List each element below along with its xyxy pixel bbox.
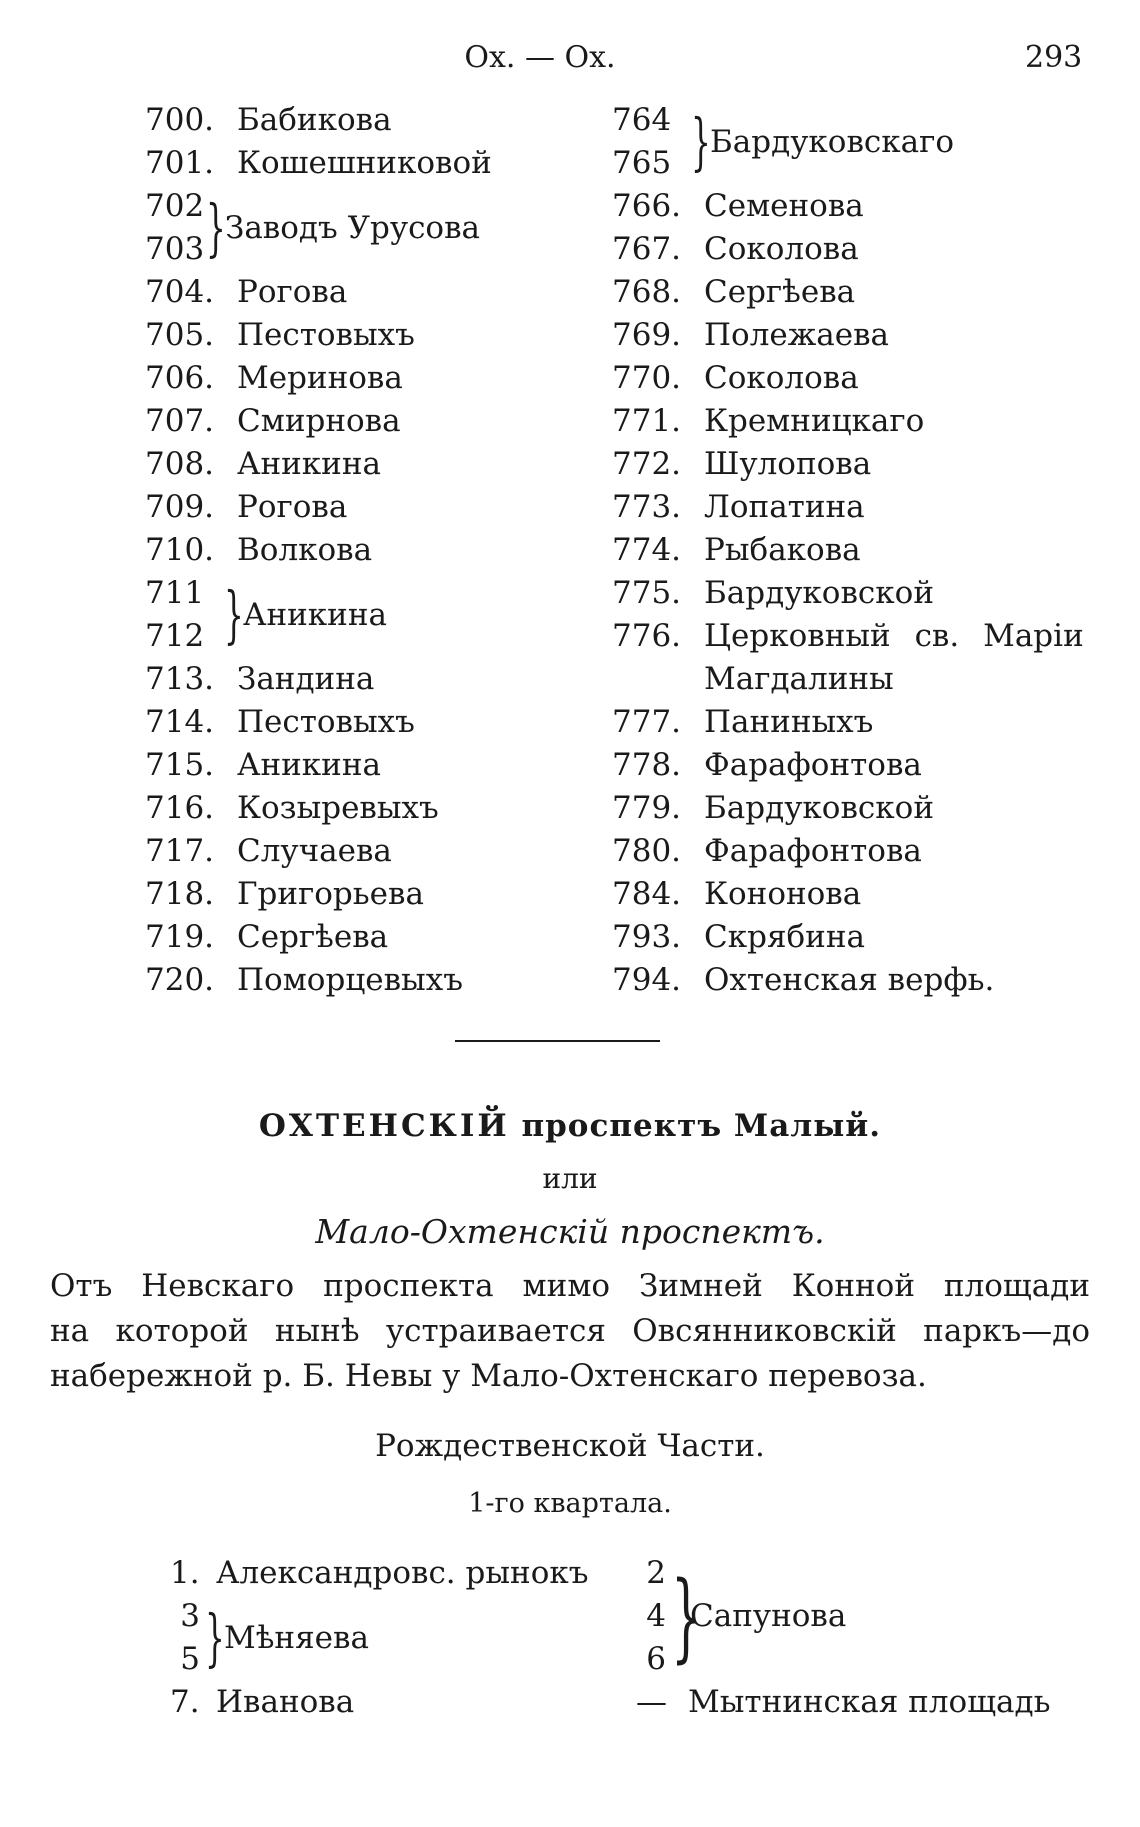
entry-number: 705.	[145, 317, 215, 353]
entry-name: Кошешниковой	[237, 145, 492, 181]
entry-name: Волкова	[237, 532, 373, 568]
entry-number: —	[636, 1684, 667, 1720]
entry-name: Аникина	[237, 747, 381, 783]
list-item-continuation	[612, 658, 1112, 701]
entry-number: 777.	[612, 704, 682, 740]
list-item	[145, 486, 605, 529]
entry-name: Бардуковскаго	[710, 123, 955, 160]
entry-number: 704.	[145, 274, 215, 310]
entry-number: 765	[612, 145, 672, 181]
entry-number: 5	[180, 1641, 200, 1677]
entry-name: Рогова	[237, 489, 348, 525]
entry-number: 770.	[612, 360, 682, 396]
list-item	[612, 701, 1112, 744]
list-item	[612, 787, 1112, 830]
entry-number: 772.	[612, 446, 682, 482]
list-item	[145, 400, 605, 443]
entry-number: 771.	[612, 403, 682, 439]
street-description	[50, 1264, 1090, 1399]
list-item	[612, 228, 1112, 271]
entry-name: Шулопова	[704, 446, 872, 482]
street-title	[0, 1108, 1140, 1144]
entry-number: 700.	[145, 102, 215, 138]
entry-name: Аникина	[237, 446, 381, 482]
quarter-heading: 1-го квартала.	[468, 1488, 672, 1519]
entry-number: 717.	[145, 833, 215, 869]
entry-name: Бабикова	[237, 102, 392, 138]
entry-name: Зандина	[237, 661, 375, 697]
entry-name: Мытнинская площадь	[688, 1684, 1051, 1720]
entry-name: Иванова	[216, 1684, 355, 1720]
list-item	[145, 787, 605, 830]
grouped-entry	[145, 572, 605, 658]
entry-name: Бардуковской	[704, 575, 934, 611]
entry-number: 778.	[612, 747, 682, 783]
entry-name: Паниныхъ	[704, 704, 874, 740]
entry-number: 706.	[145, 360, 215, 396]
entry-number: 769.	[612, 317, 682, 353]
list-item	[612, 873, 1112, 916]
entry-name: Соколова	[704, 231, 859, 267]
entry-number: 776.	[612, 618, 682, 654]
district-heading: Рождественской Части.	[375, 1428, 765, 1464]
list-item	[636, 1681, 1096, 1724]
entry-name: Сергѣева	[704, 274, 856, 310]
entry-name: Соколова	[704, 360, 859, 396]
entry-number: 718.	[145, 876, 215, 912]
description-line: Отъ Невскаго проспекта мимо Зимней Конной площади	[50, 1268, 1090, 1304]
entry-number: 710.	[145, 532, 215, 568]
list-item	[612, 572, 1112, 615]
list-item	[612, 185, 1112, 228]
entry-number: 3	[180, 1598, 200, 1634]
running-header: Ох. — Ох.	[464, 40, 616, 75]
list-item	[170, 1681, 630, 1724]
entry-name: Кремницкаго	[704, 403, 925, 439]
list-item	[145, 357, 605, 400]
grouped-entry	[612, 99, 1112, 185]
entry-name: Мѣняева	[224, 1619, 369, 1656]
brace-symbol: }	[224, 578, 244, 651]
entry-name: Григорьева	[237, 876, 424, 912]
entry-name: Фарафонтова	[704, 833, 922, 869]
entry-number: 767.	[612, 231, 682, 267]
list-item	[612, 615, 1112, 658]
entry-number: 713.	[145, 661, 215, 697]
list-item	[612, 443, 1112, 486]
list-item	[612, 357, 1112, 400]
list-item	[612, 916, 1112, 959]
list-item	[612, 830, 1112, 873]
entry-number: 1.	[170, 1555, 200, 1591]
right-column	[612, 99, 1112, 1002]
list-item	[612, 271, 1112, 314]
entry-name: Александровс. рынокъ	[216, 1555, 589, 1591]
bottom-left-list	[170, 1552, 630, 1724]
list-item	[145, 916, 605, 959]
entry-number: 720.	[145, 962, 215, 998]
entry-number: 702	[145, 188, 205, 224]
entry-number: 2	[646, 1555, 666, 1591]
entry-name: Меринова	[237, 360, 403, 396]
brace-symbol: }	[206, 191, 226, 264]
entry-number: 780.	[612, 833, 682, 869]
entry-name: Сергѣева	[237, 919, 389, 955]
entry-number: 712	[145, 618, 205, 654]
entry-number: 707.	[145, 403, 215, 439]
entry-number: 715.	[145, 747, 215, 783]
entry-name: Пестовыхъ	[237, 317, 415, 353]
list-item	[145, 443, 605, 486]
entry-number: 779.	[612, 790, 682, 826]
alternate-label: или	[542, 1162, 598, 1195]
list-item	[145, 744, 605, 787]
entry-number: 7.	[170, 1684, 200, 1720]
street-title-rest: проспектъ Малый.	[521, 1108, 882, 1144]
entry-number: 793.	[612, 919, 682, 955]
entry-name: Полежаева	[704, 317, 890, 353]
entry-number: 701.	[145, 145, 215, 181]
entry-number: 711	[145, 575, 205, 611]
bottom-right-list	[636, 1552, 1096, 1724]
entry-number: 768.	[612, 274, 682, 310]
entry-number: 709.	[145, 489, 215, 525]
left-column	[145, 99, 605, 1002]
page-number: 293	[1025, 40, 1083, 75]
brace-symbol: }	[691, 105, 711, 178]
brace-symbol: }	[671, 1560, 702, 1673]
entry-number: 714.	[145, 704, 215, 740]
grouped-entry	[145, 185, 605, 271]
list-item	[612, 486, 1112, 529]
entry-number: 719.	[145, 919, 215, 955]
entry-number: 703	[145, 231, 205, 267]
entry-number: 775.	[612, 575, 682, 611]
grouped-entry	[170, 1595, 630, 1681]
list-item	[145, 99, 605, 142]
entry-name: Охтенская верфь.	[704, 962, 995, 998]
section-divider	[455, 1040, 660, 1042]
list-item	[145, 959, 605, 1002]
entry-name: Кононова	[704, 876, 862, 912]
alternate-street-name: Мало-Охтенскій проспектъ.	[315, 1212, 825, 1251]
list-item	[170, 1552, 630, 1595]
entry-number: 794.	[612, 962, 682, 998]
entry-name: Поморцевыхъ	[237, 962, 463, 998]
entry-name: Церковный св. Маріи	[704, 618, 1084, 654]
description-line: на которой нынѣ устраивается Овсянниковскій паркъ—до	[50, 1313, 1090, 1349]
entry-number: 764	[612, 102, 672, 138]
entry-name: Заводъ Урусова	[225, 209, 481, 246]
list-item	[612, 744, 1112, 787]
entry-number: 4	[646, 1598, 666, 1634]
entry-number: 784.	[612, 876, 682, 912]
entry-number: 766.	[612, 188, 682, 224]
entry-name: Рыбакова	[704, 532, 861, 568]
entry-name: Сапунова	[690, 1598, 847, 1634]
brace-symbol: }	[205, 1601, 225, 1674]
description-line: набережной р. Б. Невы у Мало-Охтенскаго перевоза.	[50, 1358, 927, 1394]
entry-name-continuation: Магдалины	[704, 661, 894, 697]
entry-name: Скрябина	[704, 919, 865, 955]
list-item	[145, 873, 605, 916]
list-item	[612, 314, 1112, 357]
entry-number: 6	[646, 1641, 666, 1677]
entry-name: Фарафонтова	[704, 747, 922, 783]
list-item	[145, 142, 605, 185]
entry-name: Аникина	[243, 596, 387, 633]
entry-number: 708.	[145, 446, 215, 482]
list-item	[145, 830, 605, 873]
entry-name: Козыревыхъ	[237, 790, 439, 826]
list-item	[612, 529, 1112, 572]
list-item	[145, 529, 605, 572]
list-item	[145, 658, 605, 701]
street-title-caps: ОХТЕНСКІЙ	[258, 1108, 510, 1144]
entry-name: Лопатина	[704, 489, 865, 525]
entry-name: Пестовыхъ	[237, 704, 415, 740]
entry-name: Рогова	[237, 274, 348, 310]
grouped-entry	[636, 1552, 1096, 1681]
entry-number: 716.	[145, 790, 215, 826]
list-item	[145, 314, 605, 357]
list-item	[612, 400, 1112, 443]
entry-number: 774.	[612, 532, 682, 568]
list-item	[145, 701, 605, 744]
entry-number: 773.	[612, 489, 682, 525]
entry-name: Случаева	[237, 833, 392, 869]
entry-name: Семенова	[704, 188, 864, 224]
list-item	[612, 959, 1112, 1002]
entry-name: Бардуковской	[704, 790, 934, 826]
list-item	[145, 271, 605, 314]
entry-name: Смирнова	[237, 403, 401, 439]
